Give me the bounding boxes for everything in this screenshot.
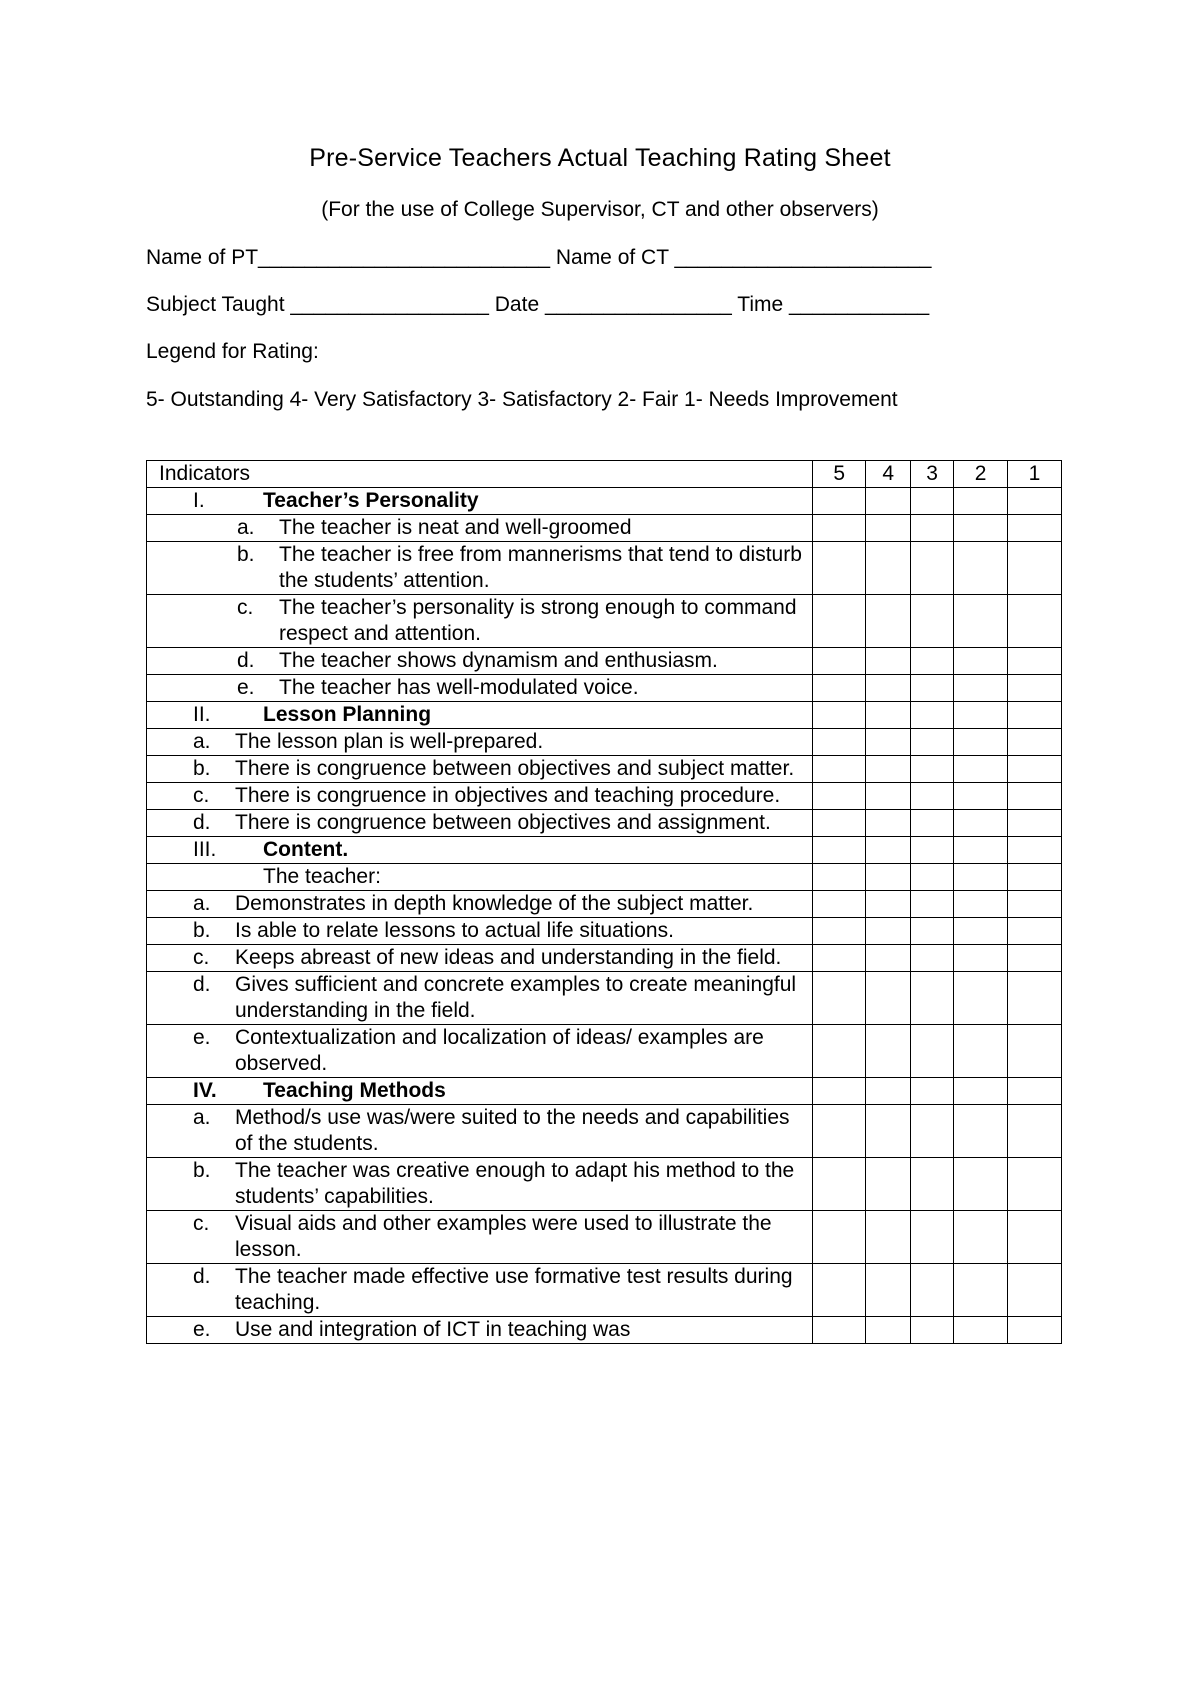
indicator-row [147,675,1062,702]
rating-cell-5[interactable] [813,810,866,837]
indicator-row [147,972,1062,1025]
rating-cell-2[interactable] [954,1078,1008,1105]
rating-cell-1[interactable] [1008,1158,1062,1211]
rating-cell-2[interactable] [954,1025,1008,1078]
rating-cell-4[interactable] [866,702,911,729]
rating-cell-4[interactable] [866,891,911,918]
rating-cell-5[interactable] [813,783,866,810]
indicator-row [147,1158,1062,1211]
rating-cell-1[interactable] [1008,891,1062,918]
rating-cell-4[interactable] [866,1264,911,1317]
rating-cell-2[interactable] [954,864,1008,891]
indicator-letter: b. [193,919,211,942]
rating-cell-4[interactable] [866,1025,911,1078]
rating-cell-3[interactable] [911,542,954,595]
indicator-letter: d. [193,973,211,996]
rating-cell-4[interactable] [866,729,911,756]
rating-cell-3[interactable] [911,1317,954,1344]
rating-table [146,460,1062,1344]
rating-cell-2[interactable] [954,810,1008,837]
indicator-letter: a. [237,516,255,539]
rating-cell-4[interactable] [866,542,911,595]
indicator-row [147,1211,1062,1264]
indicator-row [147,756,1062,783]
rating-cell-1[interactable] [1008,595,1062,648]
section-intro-marker [147,864,263,890]
rating-cell-4[interactable] [866,1078,911,1105]
rating-cell-5[interactable] [813,1317,866,1344]
indicator-letter: a. [193,1106,211,1129]
rating-cell-2[interactable] [954,1158,1008,1211]
indicator-text: The lesson plan is well-prepared. [235,730,544,753]
rating-cell-2[interactable] [954,1317,1008,1344]
rating-cell-4[interactable] [866,810,911,837]
indicator-letter: e. [193,1026,211,1049]
indicator-row [147,1105,1062,1158]
indicator-letter: d. [193,1265,211,1288]
indicator-row [147,595,1062,648]
rating-cell-5[interactable] [813,648,866,675]
indicator-text: There is congruence between objectives and subject matter. [235,757,795,780]
indicator-text: The teacher is free from mannerisms that tend to disturb the students’ attention. [279,543,802,592]
legend-values: 5- Outstanding 4- Very Satisfactory 3- Satisfactory 2- Fair 1- Needs Improvement [146,388,898,411]
rating-cell-2[interactable] [954,891,1008,918]
rating-cell-1[interactable] [1008,488,1062,515]
indicator-row [147,783,1062,810]
rating-cell-5[interactable] [813,1105,866,1158]
indicator-letter: b. [237,543,255,566]
indicator-text: The teacher shows dynamism and enthusiasm. [279,649,718,672]
rating-cell-1[interactable] [1008,702,1062,729]
rating-cell-2[interactable] [954,648,1008,675]
rating-cell-5[interactable] [813,515,866,542]
rating-cell-1[interactable] [1008,1317,1062,1344]
section-row [147,837,1062,864]
rating-cell-5[interactable] [813,891,866,918]
indicator-letter: d. [237,649,255,672]
rating-cell-3[interactable] [911,1264,954,1317]
indicator-text: Gives sufficient and concrete examples to create meaningful understanding in the field. [235,973,797,1022]
page-subtitle: (For the use of College Supervisor, CT and other observers) [321,198,879,221]
rating-cell-1[interactable] [1008,864,1062,891]
rating-cell-5[interactable] [813,1211,866,1264]
rating-cell-3[interactable] [911,648,954,675]
rating-cell-3[interactable] [911,1105,954,1158]
rating-cell-5[interactable] [813,729,866,756]
indicator-row [147,729,1062,756]
rating-cell-2[interactable] [954,702,1008,729]
section-row [147,488,1062,515]
header-rating-1: 1 [1008,461,1062,488]
rating-cell-1[interactable] [1008,972,1062,1025]
indicator-row [147,515,1062,542]
indicator-text: The teacher was creative enough to adapt his method to the students’ capabilities. [235,1159,795,1208]
indicator-text: Keeps abreast of new ideas and understanding in the field. [235,946,782,969]
page-title: Pre-Service Teachers Actual Teaching Rating Sheet [309,144,891,172]
rating-cell-4[interactable] [866,1317,911,1344]
indicator-letter: c. [193,1212,210,1235]
rating-cell-3[interactable] [911,783,954,810]
indicator-text: Contextualization and localization of ideas/ examples are observed. [235,1026,764,1075]
rating-cell-1[interactable] [1008,783,1062,810]
rating-cell-5[interactable] [813,864,866,891]
rating-cell-1[interactable] [1008,675,1062,702]
rating-cell-3[interactable] [911,1078,954,1105]
header-rating-2: 2 [954,461,1008,488]
rating-cell-4[interactable] [866,783,911,810]
rating-cell-1[interactable] [1008,515,1062,542]
indicator-text: Is able to relate lessons to actual life situations. [235,919,674,942]
rating-cell-4[interactable] [866,1211,911,1264]
indicator-letter: c. [193,784,210,807]
rating-cell-3[interactable] [911,945,954,972]
section-number: II. [193,703,211,726]
rating-cell-2[interactable] [954,1105,1008,1158]
rating-cell-4[interactable] [866,972,911,1025]
rating-cell-5[interactable] [813,1025,866,1078]
rating-cell-5[interactable] [813,675,866,702]
indicator-letter: b. [193,1159,211,1182]
rating-cell-3[interactable] [911,972,954,1025]
section-number: I. [193,489,205,512]
rating-cell-5[interactable] [813,945,866,972]
section-title: Content. [263,838,349,861]
rating-cell-5[interactable] [813,595,866,648]
indicator-letter: c. [237,596,254,619]
rating-cell-4[interactable] [866,1158,911,1211]
rating-cell-2[interactable] [954,675,1008,702]
indicator-text: The teacher is neat and well-groomed [279,516,632,539]
indicator-text: There is congruence in objectives and teaching procedure. [235,784,781,807]
rating-cell-2[interactable] [954,595,1008,648]
rating-cell-5[interactable] [813,972,866,1025]
rating-cell-3[interactable] [911,756,954,783]
rating-cell-3[interactable] [911,864,954,891]
indicator-row [147,1025,1062,1078]
indicator-text: Use and integration of ICT in teaching was [235,1318,631,1341]
rating-cell-4[interactable] [866,675,911,702]
rating-cell-3[interactable] [911,891,954,918]
rating-cell-4[interactable] [866,756,911,783]
indicator-row [147,648,1062,675]
indicator-text: The teacher has well-modulated voice. [279,676,639,699]
rating-cell-2[interactable] [954,515,1008,542]
rating-cell-5[interactable] [813,918,866,945]
indicator-row [147,1264,1062,1317]
rating-cell-1[interactable] [1008,1264,1062,1317]
indicator-text: Demonstrates in depth knowledge of the subject matter. [235,892,754,915]
header-rating-5: 5 [813,461,866,488]
rating-cell-1[interactable] [1008,918,1062,945]
rating-cell-1[interactable] [1008,1078,1062,1105]
rating-cell-3[interactable] [911,918,954,945]
header-rating-3: 3 [911,461,954,488]
indicator-row [147,918,1062,945]
rating-cell-2[interactable] [954,542,1008,595]
section-row [147,1078,1062,1105]
rating-cell-5[interactable] [813,488,866,515]
rating-cell-2[interactable] [954,1211,1008,1264]
legend-label: Legend for Rating: [146,340,319,363]
subject-date-time-line: Subject Taught _________________ Date ________________ Time ____________ [146,293,930,316]
rating-cell-4[interactable] [866,488,911,515]
rating-cell-3[interactable] [911,837,954,864]
rating-cell-5[interactable] [813,1264,866,1317]
rating-cell-1[interactable] [1008,945,1062,972]
indicator-text: Method/s use was/were suited to the needs and capabilities of the students. [235,1106,790,1155]
indicator-letter: d. [193,811,211,834]
rating-cell-5[interactable] [813,542,866,595]
indicator-row [147,1317,1062,1344]
indicator-letter: e. [193,1318,211,1341]
rating-cell-3[interactable] [911,515,954,542]
rating-cell-5[interactable] [813,756,866,783]
indicator-row [147,891,1062,918]
rating-cell-1[interactable] [1008,729,1062,756]
section-intro-text: The teacher: [263,865,381,888]
rating-cell-1[interactable] [1008,1025,1062,1078]
indicator-row [147,542,1062,595]
section-title: Teaching Methods [263,1079,446,1102]
rating-cell-4[interactable] [866,837,911,864]
indicator-text: Visual aids and other examples were used to illustrate the lesson. [235,1212,772,1261]
rating-cell-2[interactable] [954,837,1008,864]
rating-cell-3[interactable] [911,1211,954,1264]
rating-cell-2[interactable] [954,945,1008,972]
header-indicators: Indicators [147,461,813,488]
rating-cell-3[interactable] [911,1025,954,1078]
section-title: Teacher’s Personality [263,489,479,512]
section-row [147,702,1062,729]
rating-cell-2[interactable] [954,729,1008,756]
rating-cell-2[interactable] [954,756,1008,783]
indicator-row [147,810,1062,837]
rating-cell-1[interactable] [1008,648,1062,675]
rating-cell-4[interactable] [866,515,911,542]
rating-cell-4[interactable] [866,648,911,675]
rating-cell-3[interactable] [911,810,954,837]
table-header-row [147,461,1062,488]
rating-cell-2[interactable] [954,972,1008,1025]
indicator-letter: b. [193,757,211,780]
section-number: IV. [193,1079,217,1102]
rating-cell-3[interactable] [911,595,954,648]
rating-cell-1[interactable] [1008,542,1062,595]
rating-cell-4[interactable] [866,1105,911,1158]
rating-cell-5[interactable] [813,1078,866,1105]
indicator-row [147,945,1062,972]
indicator-letter: a. [193,892,211,915]
indicator-text: The teacher made effective use formative test results during teaching. [235,1265,793,1314]
indicator-letter: e. [237,676,255,699]
rating-cell-4[interactable] [866,864,911,891]
rating-cell-1[interactable] [1008,837,1062,864]
header-rating-4: 4 [866,461,911,488]
rating-cell-5[interactable] [813,837,866,864]
name-fields-line: Name of PT_________________________ Name of CT ______________________ [146,246,932,269]
indicator-text: The teacher’s personality is strong enough to command respect and attention. [279,596,797,645]
rating-cell-4[interactable] [866,918,911,945]
section-number: III. [193,838,217,861]
rating-cell-3[interactable] [911,488,954,515]
rating-cell-1[interactable] [1008,810,1062,837]
rating-cell-3[interactable] [911,729,954,756]
section-intro-row [147,864,1062,891]
rating-cell-4[interactable] [866,595,911,648]
rating-cell-2[interactable] [954,918,1008,945]
rating-cell-2[interactable] [954,1264,1008,1317]
rating-cell-1[interactable] [1008,1105,1062,1158]
section-title: Lesson Planning [263,703,432,726]
rating-cell-5[interactable] [813,1158,866,1211]
rating-cell-3[interactable] [911,1158,954,1211]
rating-cell-2[interactable] [954,783,1008,810]
rating-cell-5[interactable] [813,702,866,729]
rating-cell-1[interactable] [1008,1211,1062,1264]
rating-cell-1[interactable] [1008,756,1062,783]
rating-cell-4[interactable] [866,945,911,972]
rating-cell-3[interactable] [911,675,954,702]
indicator-text: There is congruence between objectives and assignment. [235,811,771,834]
rating-cell-3[interactable] [911,702,954,729]
rating-cell-2[interactable] [954,488,1008,515]
indicator-letter: a. [193,730,211,753]
indicator-letter: c. [193,946,210,969]
